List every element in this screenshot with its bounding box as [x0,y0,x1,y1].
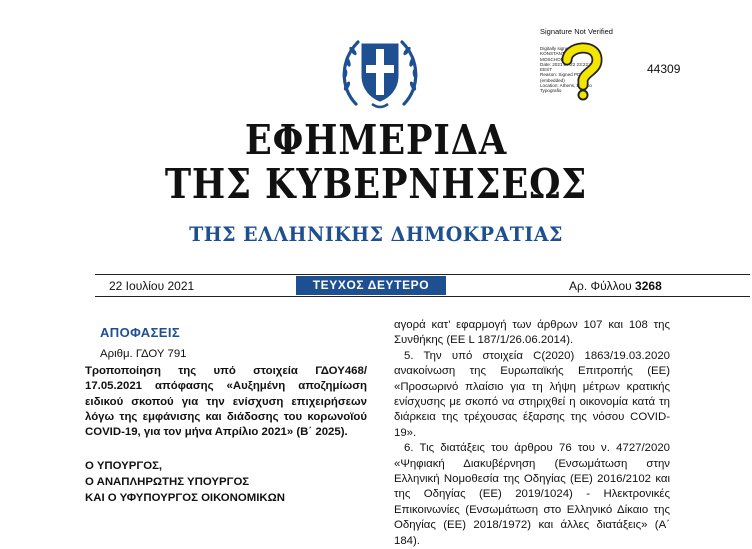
minister-line: Ο ΥΠΟΥΡΓΟΣ, [85,459,163,472]
sheet-number-label: Αρ. Φύλλου [569,279,632,293]
sheet-number-value: 3268 [635,279,662,293]
document-number: 44309 [647,62,681,76]
minister-line: Ο ΑΝΑΠΛΗΡΩΤΗΣ ΥΠΟΥΡΓΟΣ [85,475,250,488]
section-heading: ΑΠΟΦΑΣΕΙΣ [100,325,181,340]
paragraph: 5. Την υπό στοιχεία C(2020) 1863/19.03.2020 ανακοίνωση της Ευρωπαϊκής Επιτροπής (ΕΕ) «Προσωρινό πλαίσιο για τη λήψη μέτρων κρατικής ενίσχυσης με σκοπό να στηριχθεί η οικονομία κατά τη διάρκεια της τρέχουσας έξαρσης της νόσου COVID-19». [394,349,670,439]
sheet-number [569,279,662,293]
right-column [394,318,670,549]
paragraph: αγορά κατ’ εφαρμογή των άρθρων 107 και 108 της Συνθήκης (ΕΕ L 187/1/26.06.2014). [394,319,670,347]
greek-coat-of-arms-icon [336,26,424,114]
digital-signature-stamp [540,28,615,98]
paragraph: 6. Τις διατάξεις του άρθρου 76 του ν. 4727/2020 «Ψηφιακή Διακυβέρνηση (Ενσωμάτωση στην Ελληνική Νομοθεσία της Οδηγίας (ΕΕ) 2016/2102 και της Οδηγίας (ΕΕ) 2019/1024) - Ηλεκτρονικές Επικοινωνίες (Ενσωμάτωση στο Ελληνικό Δίκαιο της Οδηγίας (ΕΕ) 2018/1972) και άλλες διατάξεις» (Α΄ 184). [394,442,670,547]
info-bar-bottom-rule [95,296,750,297]
gazette-title-line2: ΤΗΣ ΚΥΒΕΡΝΗΣΕΩΣ [164,160,588,208]
minister-line: ΚΑΙ Ο ΥΦΥΠΟΥΡΓΟΣ ΟΙΚΟΝΟΜΙΚΩΝ [85,491,285,504]
issue-date: 22 Ιουλίου 2021 [109,279,195,293]
decision-number: Αριθμ. ΓΔΟΥ 791 [100,348,187,361]
issuing-ministers [85,458,367,506]
left-column [85,325,367,506]
issue-type-badge: ΤΕΥΧΟΣ ΔΕΥΤΕΡΟ [296,276,446,295]
gazette-subtitle: ΤΗΣ ΕΛΛΗΝΙΚΗΣ ΔΗΜΟΚΡΑΤΙΑΣ [189,222,563,246]
signature-details: Digitally signed by KONSTANTINOS MOSCHONAS Date: 2021.07.22 23:22:25 EEST Reason: Signed PDF (embedded) Location: Athens, Ethniko Typografio [540,46,595,94]
gazette-title-line1: ΕΦΗΜΕΡΙΔΑ [244,116,508,164]
question-mark-icon [552,38,612,102]
decision-title: Τροποποίηση της υπό στοιχεία ΓΔΟΥ468/ 17.05.2021 απόφασης «Αυξημένη αποζημίωση ειδικού σκοπού για την ενίσχυση επιχειρήσεων λόγω της εμφάνισης και διάδοσης του κορωνοϊού COVID-19, για τον μήνα Απρίλιο 2021» (Β΄ 2025). [85,364,367,439]
signature-status: Signature Not Verified [540,27,613,36]
info-bar-top-rule [95,274,750,275]
